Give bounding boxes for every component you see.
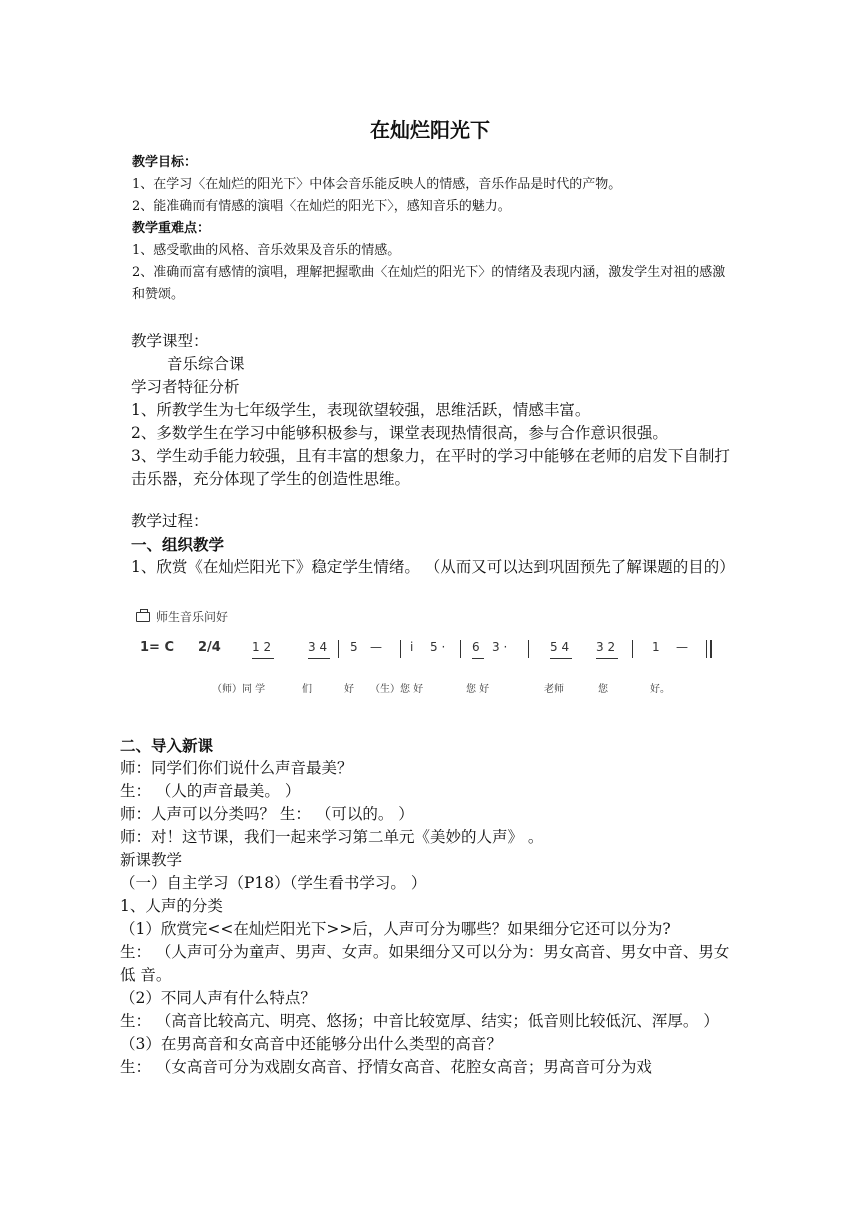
lesson-type-heading: 教学课型： — [131, 332, 209, 350]
learner-item: 2、多数学生在学习中能够积极参与，课堂表现热情很高，参与合作意识很强。 — [131, 424, 668, 442]
part2-line: 生： （女高音可分为戏剧女高音、抒情女高音、花腔女高音；男高音可分为戏 — [120, 1058, 652, 1076]
lyrics-row — [130, 680, 730, 700]
lyric: 好。 — [650, 684, 670, 695]
lesson-info-section — [131, 330, 731, 491]
part2-line: （一）自主学习（P18）（学生看书学习。 ） — [120, 874, 427, 892]
beam-line — [308, 658, 330, 659]
note: 3 4 — [308, 640, 328, 654]
bar-line — [632, 640, 633, 658]
process-heading: 教学过程： — [131, 512, 209, 530]
part2-line: 生： （人声可分为童声、男声、女声。如果细分又可以分为：男女高音、男女中音、男女低 音。 — [120, 943, 730, 984]
lesson-type-value: 音乐综合课 — [167, 355, 245, 373]
part2-line: 新课教学 — [120, 851, 183, 869]
lyric: 们 — [302, 684, 312, 695]
part2-line: （2）不同人声有什么特点？ — [120, 989, 316, 1007]
note: 3 2 — [596, 640, 616, 654]
note: 6 — [472, 640, 480, 654]
note: — — [370, 640, 382, 654]
lyric: 好 — [344, 684, 354, 695]
part1-text: 1、欣赏《在灿烂阳光下》稳定学生情绪。 （从而又可以达到巩固预先了解课题的目的） — [131, 558, 735, 576]
beam-line — [252, 658, 274, 659]
learner-item: 3、学生动手能力较强，且有丰富的想象力，在平时的学习中能够在老师的启发下自制打击乐器，充分体现了学生的创造性思维。 — [131, 447, 730, 488]
part2-line: 生： （高音比较高亢、明亮、悠扬；中音比较宽厚、结实；低音则比较低沉、浑厚。 ） — [120, 1012, 719, 1030]
bar-line — [460, 640, 461, 658]
part2-line: 师：同学们你们说什么声音最美？ — [120, 759, 353, 777]
key-point-item: 1、感受歌曲的风格、音乐效果及音乐的情感。 — [132, 243, 401, 258]
learner-item: 1、所教学生为七年级学生，表现欲望较强，思维活跃，情感丰富。 — [131, 401, 591, 419]
lyric: （生）您 好 — [370, 684, 424, 695]
part2-line: 师：人声可以分类吗？ 生： （可以的。 ） — [120, 805, 414, 823]
note: 5 — [350, 640, 358, 654]
part2-line: （3）在男高音和女高音中还能够分出什么类型的高音？ — [120, 1035, 502, 1053]
bar-line — [528, 640, 529, 658]
part2-line: 生： （人的声音最美。 ） — [120, 782, 301, 800]
part2-line: （1）欣赏完<<在灿烂阳光下>>后，人声可分为哪些？如果细分它还可以分为? — [120, 920, 671, 938]
objective-item: 2、能准确而有情感的演唱〈在灿烂的阳光下〉，感知音乐的魅力。 — [132, 199, 511, 214]
time-signature: 2/4 — [198, 640, 221, 655]
bar-line — [400, 640, 401, 658]
lyric: （师）同 学 — [212, 684, 266, 695]
part2-heading: 二、导入新课 — [120, 736, 214, 755]
score-icon — [136, 612, 150, 622]
note: i — [410, 640, 414, 654]
process-section — [131, 510, 735, 579]
final-bar-line-thick — [710, 640, 712, 658]
key-point-item: 2、准确而富有感情的演唱，理解把握歌曲〈在灿烂的阳光下〉的情绪及表现内涵，激发学生对祖的感激和赞颂。 — [132, 265, 726, 302]
document-title: 在灿烂阳光下 — [370, 118, 490, 142]
music-caption: 师生音乐问好 — [156, 610, 229, 624]
lyric: 您 好 — [466, 684, 490, 695]
bar-line — [338, 640, 339, 658]
key-points-heading: 教学重难点： — [132, 221, 211, 236]
note: — — [676, 640, 688, 654]
part2-line: 1、人声的分类 — [120, 897, 223, 915]
note: 1 2 — [252, 640, 272, 654]
note: 5 · — [430, 640, 446, 654]
notation-row — [130, 640, 730, 674]
music-score — [130, 604, 730, 704]
objectives-heading: 教学目标： — [132, 155, 198, 170]
objectives-section — [132, 152, 732, 306]
part1-heading: 一、组织教学 — [131, 535, 225, 554]
learner-heading: 学习者特征分析 — [131, 378, 240, 396]
lyric: 您 — [598, 684, 608, 695]
note: 5 4 — [550, 640, 570, 654]
key-signature: 1= C — [140, 640, 175, 655]
music-caption-row — [136, 608, 228, 625]
lyric: 老师 — [544, 684, 564, 695]
note: 1 — [652, 640, 660, 654]
objective-item: 1、在学习〈在灿烂的阳光下〉中体会音乐能反映人的情感，音乐作品是时代的产物。 — [132, 177, 622, 192]
part2-line: 师：对！这节课，我们一起来学习第二单元《美妙的人声》 。 — [120, 828, 544, 846]
note: 3 · — [492, 640, 508, 654]
beam-line — [550, 658, 572, 659]
beam-line — [596, 658, 618, 659]
final-bar-line — [706, 640, 707, 658]
beam-line — [472, 658, 484, 659]
part2-section — [120, 734, 732, 1079]
